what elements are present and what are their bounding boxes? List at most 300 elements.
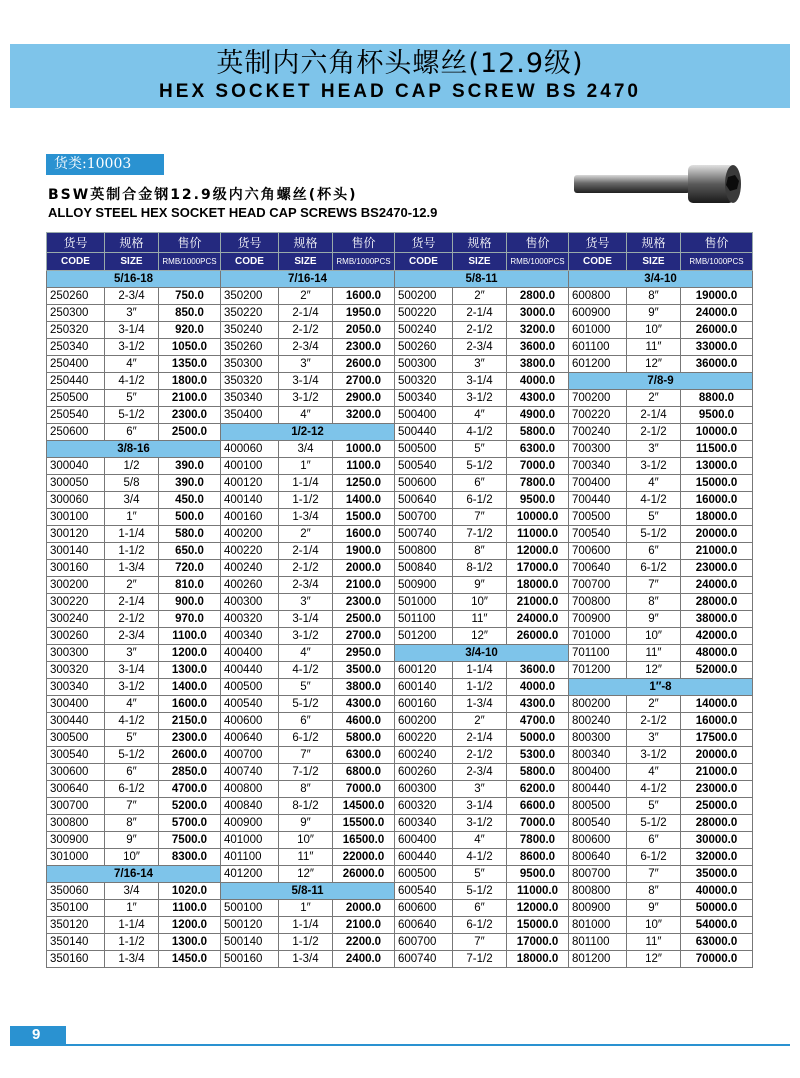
size-cell: 6-1/2 [627,849,681,866]
size-cell: 9″ [627,611,681,628]
price-cell: 26000.0 [681,322,753,339]
page-number: 9 [10,1026,66,1044]
price-cell: 26000.0 [507,628,569,645]
price-cell: 2050.0 [333,322,395,339]
size-cell: 3-1/4 [105,662,159,679]
code-cell: 300220 [47,594,105,611]
price-cell: 2300.0 [159,407,221,424]
size-cell: 8″ [453,543,507,560]
table-row [47,509,753,526]
size-cell: 2-1/2 [453,322,507,339]
code-cell: 600600 [395,900,453,917]
price-cell: 1200.0 [159,645,221,662]
code-cell: 600500 [395,866,453,883]
code-cell: 350300 [221,356,279,373]
code-cell: 600220 [395,730,453,747]
table-row [47,662,753,679]
size-cell: 1-1/2 [279,934,333,951]
header-code-zh: 货号 [569,233,627,253]
code-cell: 700600 [569,543,627,560]
code-cell: 400700 [221,747,279,764]
table-row [47,271,753,288]
size-cell: 3/4 [105,492,159,509]
code-cell: 301000 [47,849,105,866]
code-cell: 600740 [395,951,453,968]
price-cell: 33000.0 [681,339,753,356]
code-cell: 300540 [47,747,105,764]
table-row [47,407,753,424]
code-cell: 800600 [569,832,627,849]
table-row [47,560,753,577]
code-cell: 800640 [569,849,627,866]
code-cell: 250260 [47,288,105,305]
code-cell: 700800 [569,594,627,611]
size-cell: 3-1/2 [105,679,159,696]
size-cell: 2-1/2 [279,322,333,339]
code-cell: 500120 [221,917,279,934]
code-cell: 600320 [395,798,453,815]
title-banner [10,44,790,108]
price-cell: 4000.0 [507,373,569,390]
price-cell: 32000.0 [681,849,753,866]
size-cell: 5″ [627,798,681,815]
price-cell: 10000.0 [507,509,569,526]
header-price-zh: 售价 [507,233,569,253]
code-cell: 500240 [395,322,453,339]
size-cell: 6-1/2 [453,917,507,934]
size-cell: 7″ [627,866,681,883]
size-cell: 5″ [627,509,681,526]
price-cell: 6300.0 [507,441,569,458]
code-cell: 700400 [569,475,627,492]
header-price-zh: 售价 [681,233,753,253]
price-cell: 7500.0 [159,832,221,849]
price-cell: 38000.0 [681,611,753,628]
price-cell: 6300.0 [333,747,395,764]
code-cell: 400440 [221,662,279,679]
price-cell: 4700.0 [159,781,221,798]
price-cell: 9500.0 [507,492,569,509]
code-cell: 800800 [569,883,627,900]
size-cell: 6-1/2 [627,560,681,577]
size-cell: 2-3/4 [279,339,333,356]
price-cell: 920.0 [159,322,221,339]
code-cell: 350220 [221,305,279,322]
code-cell: 600400 [395,832,453,849]
code-cell: 300700 [47,798,105,815]
size-cell: 5″ [105,390,159,407]
size-cell: 1-3/4 [105,951,159,968]
size-cell: 2-3/4 [453,339,507,356]
size-cell: 10″ [105,849,159,866]
code-cell: 800500 [569,798,627,815]
code-cell: 700300 [569,441,627,458]
code-cell: 801200 [569,951,627,968]
code-cell: 300500 [47,730,105,747]
size-cell: 6″ [105,764,159,781]
size-cell: 2″ [279,526,333,543]
size-cell: 6-1/2 [105,781,159,798]
price-cell: 8800.0 [681,390,753,407]
size-cell: 6″ [453,900,507,917]
price-cell: 12000.0 [507,543,569,560]
size-cell: 1-1/4 [279,917,333,934]
size-cell: 7″ [453,509,507,526]
code-cell: 300320 [47,662,105,679]
size-cell: 3″ [453,356,507,373]
size-cell: 1″ [105,509,159,526]
code-cell: 400400 [221,645,279,662]
price-cell: 11500.0 [681,441,753,458]
size-cell: 5-1/2 [105,747,159,764]
code-cell: 500100 [221,900,279,917]
price-cell: 24000.0 [507,611,569,628]
size-cell: 2-1/4 [105,594,159,611]
price-cell: 23000.0 [681,560,753,577]
code-cell: 400140 [221,492,279,509]
price-cell: 1300.0 [159,934,221,951]
price-cell: 2950.0 [333,645,395,662]
code-cell: 250540 [47,407,105,424]
table-row [47,611,753,628]
table-row [47,356,753,373]
price-cell: 20000.0 [681,526,753,543]
size-cell: 1-1/2 [105,934,159,951]
header-price-zh: 售价 [333,233,395,253]
price-cell: 5800.0 [507,424,569,441]
price-cell: 16500.0 [333,832,395,849]
table-row [47,747,753,764]
size-cell: 3-1/4 [279,373,333,390]
size-cell: 2″ [627,696,681,713]
code-cell: 500200 [395,288,453,305]
size-cell: 12″ [627,356,681,373]
size-cell: 4-1/2 [627,492,681,509]
size-cell: 4″ [453,407,507,424]
code-cell: 400160 [221,509,279,526]
code-cell: 500840 [395,560,453,577]
code-cell: 300440 [47,713,105,730]
size-cell: 7-1/2 [453,526,507,543]
size-cell: 6-1/2 [279,730,333,747]
table-row [47,679,753,696]
size-cell: 8″ [279,781,333,798]
code-cell: 501100 [395,611,453,628]
price-cell: 4900.0 [507,407,569,424]
price-cell: 5000.0 [507,730,569,747]
header-size-zh: 规格 [279,233,333,253]
code-cell: 800700 [569,866,627,883]
price-cell: 22000.0 [333,849,395,866]
price-cell: 1050.0 [159,339,221,356]
size-cell: 5-1/2 [627,815,681,832]
price-cell: 1800.0 [159,373,221,390]
price-cell: 1350.0 [159,356,221,373]
price-cell: 2100.0 [333,577,395,594]
code-cell: 400240 [221,560,279,577]
price-cell: 25000.0 [681,798,753,815]
code-cell: 800340 [569,747,627,764]
price-cell: 24000.0 [681,577,753,594]
price-cell: 17000.0 [507,934,569,951]
code-cell: 701200 [569,662,627,679]
price-cell: 8600.0 [507,849,569,866]
size-cell: 3-1/4 [453,373,507,390]
code-cell: 800300 [569,730,627,747]
size-cell: 5-1/2 [105,407,159,424]
size-cell: 3″ [453,781,507,798]
table-row [47,594,753,611]
price-cell: 580.0 [159,526,221,543]
size-cell: 9″ [279,815,333,832]
price-cell: 15000.0 [507,917,569,934]
size-cell: 11″ [279,849,333,866]
price-cell: 4000.0 [507,679,569,696]
size-cell: 8″ [627,883,681,900]
table-row [47,373,753,390]
price-cell: 21000.0 [681,543,753,560]
code-cell: 400300 [221,594,279,611]
price-cell: 4600.0 [333,713,395,730]
size-cell: 1/2 [105,458,159,475]
price-cell: 23000.0 [681,781,753,798]
price-cell: 18000.0 [507,577,569,594]
size-cell: 12″ [627,662,681,679]
code-cell: 300160 [47,560,105,577]
header-size-en: SIZE [105,253,159,271]
price-cell: 35000.0 [681,866,753,883]
table-row [47,390,753,407]
code-cell: 600800 [569,288,627,305]
cap-screw-image [572,162,744,206]
code-cell: 500260 [395,339,453,356]
size-cell: 7″ [279,747,333,764]
code-cell: 300300 [47,645,105,662]
header-code-en: CODE [47,253,105,271]
price-cell: 18000.0 [507,951,569,968]
section-header: 1″-8 [569,679,753,696]
price-cell: 2000.0 [333,900,395,917]
price-cell: 3800.0 [507,356,569,373]
price-cell: 21000.0 [681,764,753,781]
code-cell: 600440 [395,849,453,866]
header-price-en: RMB/1000PCS [681,253,753,271]
price-cell: 3800.0 [333,679,395,696]
header-size-zh: 规格 [627,233,681,253]
code-cell: 700440 [569,492,627,509]
price-cell: 4300.0 [507,390,569,407]
size-cell: 2″ [453,713,507,730]
size-cell: 3-1/4 [453,798,507,815]
code-cell: 600160 [395,696,453,713]
table-row [47,339,753,356]
price-cell: 3500.0 [333,662,395,679]
code-cell: 400100 [221,458,279,475]
size-cell: 8″ [627,288,681,305]
code-cell: 700500 [569,509,627,526]
code-cell: 300340 [47,679,105,696]
size-cell: 2-3/4 [453,764,507,781]
size-cell: 2-1/2 [279,560,333,577]
subtitle-en: ALLOY STEEL HEX SOCKET HEAD CAP SCREWS BS2470-12.9 [48,205,438,220]
size-cell: 1-3/4 [105,560,159,577]
price-cell: 70000.0 [681,951,753,968]
size-cell: 4″ [105,696,159,713]
price-cell: 1100.0 [333,458,395,475]
code-cell: 300060 [47,492,105,509]
size-cell: 4″ [453,832,507,849]
price-cell: 40000.0 [681,883,753,900]
size-cell: 11″ [453,611,507,628]
code-cell: 700200 [569,390,627,407]
size-cell: 4-1/2 [279,662,333,679]
code-cell: 701100 [569,645,627,662]
size-cell: 11″ [627,339,681,356]
price-cell: 1400.0 [159,679,221,696]
code-cell: 600640 [395,917,453,934]
price-cell: 3000.0 [507,305,569,322]
code-cell: 500320 [395,373,453,390]
price-cell: 28000.0 [681,815,753,832]
code-cell: 400600 [221,713,279,730]
code-cell: 300800 [47,815,105,832]
size-cell: 1-1/4 [279,475,333,492]
code-cell: 300640 [47,781,105,798]
price-cell: 2100.0 [333,917,395,934]
size-cell: 10″ [627,322,681,339]
price-cell: 30000.0 [681,832,753,849]
price-cell: 390.0 [159,458,221,475]
price-cell: 42000.0 [681,628,753,645]
table-row [47,866,753,883]
price-cell: 1900.0 [333,543,395,560]
table-row [47,798,753,815]
header-code-zh: 货号 [221,233,279,253]
size-cell: 3-1/4 [105,322,159,339]
size-cell: 1-1/2 [105,543,159,560]
section-header: 3/4-10 [569,271,753,288]
code-cell: 501000 [395,594,453,611]
size-cell: 9″ [627,305,681,322]
code-cell: 500220 [395,305,453,322]
size-cell: 2-1/4 [279,543,333,560]
code-cell: 600300 [395,781,453,798]
size-cell: 3″ [627,730,681,747]
code-cell: 501200 [395,628,453,645]
price-cell: 17500.0 [681,730,753,747]
size-cell: 2-1/2 [627,424,681,441]
size-cell: 4-1/2 [105,713,159,730]
code-cell: 300600 [47,764,105,781]
size-cell: 6-1/2 [453,492,507,509]
code-cell: 500640 [395,492,453,509]
code-cell: 400740 [221,764,279,781]
code-cell: 350120 [47,917,105,934]
code-cell: 600260 [395,764,453,781]
code-cell: 400060 [221,441,279,458]
section-header: 7/8-9 [569,373,753,390]
size-cell: 1-3/4 [279,509,333,526]
size-cell: 7-1/2 [279,764,333,781]
code-cell: 250500 [47,390,105,407]
page-footer-line [10,1044,790,1046]
code-cell: 800900 [569,900,627,917]
size-cell: 3″ [279,356,333,373]
table-row [47,934,753,951]
header-price-en: RMB/1000PCS [159,253,221,271]
price-cell: 11000.0 [507,526,569,543]
section-header: 7/16-14 [221,271,395,288]
size-cell: 3-1/2 [279,390,333,407]
table-row [47,917,753,934]
header-code-en: CODE [221,253,279,271]
size-cell: 1″ [279,900,333,917]
table-row [47,696,753,713]
price-cell: 900.0 [159,594,221,611]
price-cell: 1300.0 [159,662,221,679]
code-cell: 701000 [569,628,627,645]
price-cell: 19000.0 [681,288,753,305]
price-cell: 5700.0 [159,815,221,832]
table-row [47,764,753,781]
code-cell: 700240 [569,424,627,441]
size-cell: 1-1/2 [453,679,507,696]
price-cell: 390.0 [159,475,221,492]
section-header: 5/8-11 [221,883,395,900]
price-cell: 16000.0 [681,492,753,509]
code-cell: 400540 [221,696,279,713]
header-row-zh [47,233,753,253]
price-cell: 500.0 [159,509,221,526]
code-cell: 700900 [569,611,627,628]
code-cell: 300900 [47,832,105,849]
price-cell: 2600.0 [159,747,221,764]
title-zh: 英制内六角杯头螺丝(12.9级) [216,48,584,79]
size-cell: 3-1/2 [627,747,681,764]
code-cell: 400200 [221,526,279,543]
title-en: HEX SOCKET HEAD CAP SCREW BS 2470 [159,81,641,102]
code-cell: 400220 [221,543,279,560]
size-cell: 1″ [105,900,159,917]
table-row [47,543,753,560]
header-size-en: SIZE [279,253,333,271]
code-cell: 801000 [569,917,627,934]
table-row [47,458,753,475]
price-cell: 17000.0 [507,560,569,577]
price-cell: 8300.0 [159,849,221,866]
code-cell: 500300 [395,356,453,373]
price-cell: 6800.0 [333,764,395,781]
size-cell: 4″ [627,475,681,492]
price-cell: 5200.0 [159,798,221,815]
price-cell: 4300.0 [333,696,395,713]
header-size-zh: 规格 [105,233,159,253]
table-row [47,849,753,866]
size-cell: 3″ [105,305,159,322]
code-cell: 250440 [47,373,105,390]
header-code-en: CODE [395,253,453,271]
price-cell: 1000.0 [333,441,395,458]
table-row [47,781,753,798]
code-cell: 500740 [395,526,453,543]
price-cell: 1950.0 [333,305,395,322]
code-cell: 250320 [47,322,105,339]
size-cell: 5″ [453,866,507,883]
price-cell: 3600.0 [507,662,569,679]
size-cell: 11″ [627,645,681,662]
size-cell: 1-3/4 [453,696,507,713]
code-cell: 300260 [47,628,105,645]
